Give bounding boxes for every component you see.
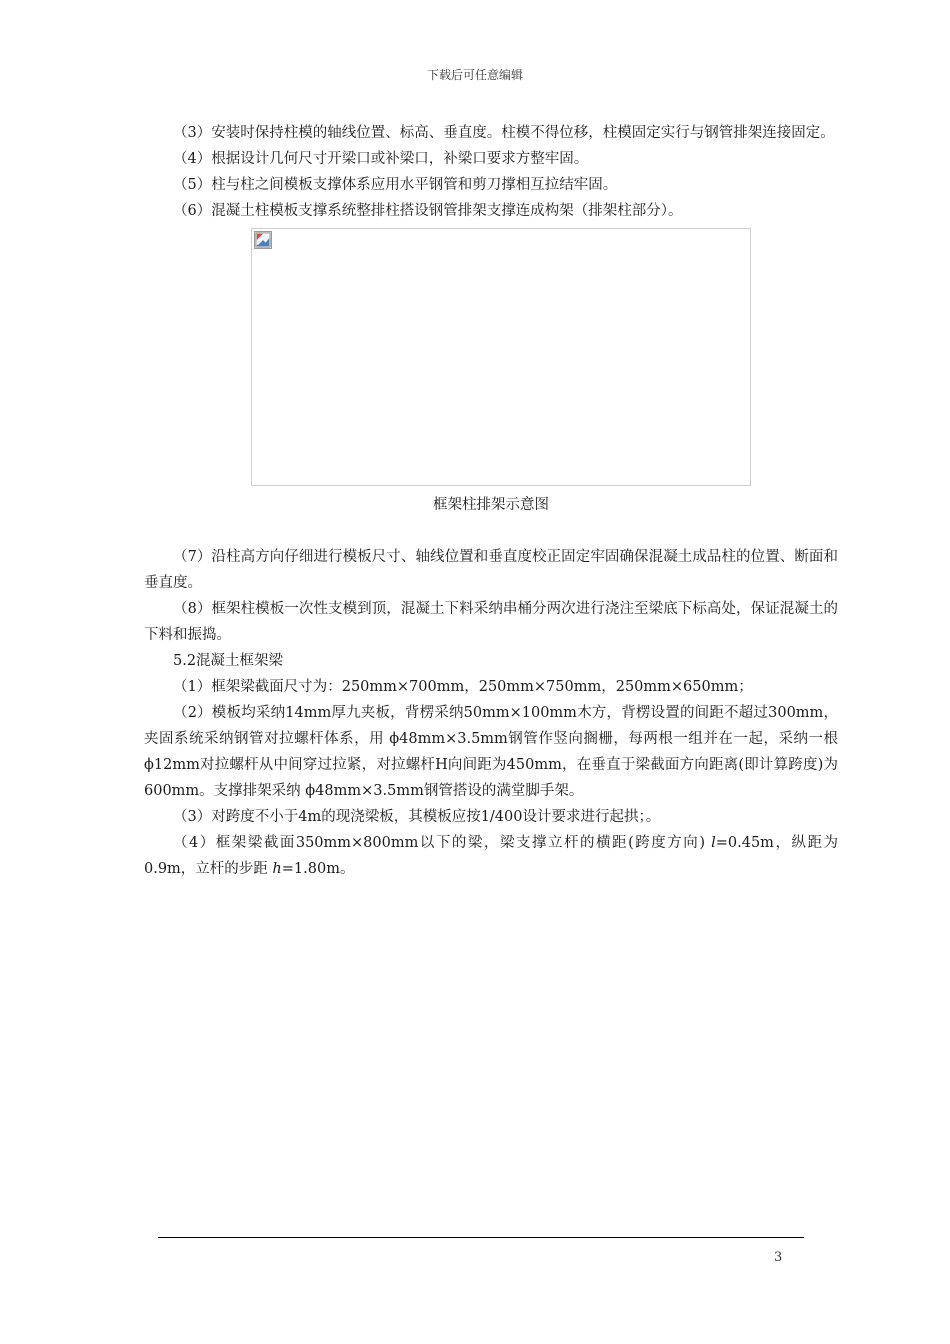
section-heading: 5.2混凝土框架梁 [173,653,284,669]
page-header: 下载后可任意编辑 [426,68,523,82]
footer-divider [158,1237,804,1238]
paragraph: （1）框架梁截面尺寸为：250mm×700mm，250mm×750mm，250mm×650mm； [173,679,753,695]
page-number: 3 [774,1250,783,1265]
paragraph: （6）混凝土柱模板支撑系统整排柱搭设钢管排架支撑连成构架（排架柱部分）。 [173,203,683,219]
paragraph [144,830,838,882]
text-segment: （4）框架梁截面350mm×800mm以下的梁，梁支撑立杆的横距(跨度方向) [173,835,712,851]
figure-caption: 框架柱排架示意图 [433,497,549,513]
variable-l: l [711,835,716,851]
paragraph: （5）柱与柱之间模板支撑体系应用水平钢管和剪刀撑相互拉结牢固。 [173,177,618,193]
figure-placeholder [251,228,751,486]
paragraph: （8）框架柱模板一次性支模到顶，混凝土下料采纳串桶分两次进行浇注至梁底下标高处，保证混凝土的下料和振捣。 [144,601,838,643]
paragraph: （3）对跨度不小于4m的现浇梁板，其模板应按1/400设计要求进行起拱；。 [173,809,661,825]
variable-h: h [272,861,282,877]
paragraph: （7）沿柱高方向仔细进行模板尺寸、轴线位置和垂直度校正固定牢固确保混凝土成品柱的位置、断面和垂直度。 [144,549,838,591]
text-segment: =0.45m，纵距为0.9m，立杆的步距 [144,835,838,877]
paragraph: （2）模板均采纳14mm厚九夹板，背楞采纳50mm×100mm木方，背楞设置的间距不超过300mm，夹固系统采纳钢管对拉螺杆体系，用 ϕ48mm×3.5mm钢管作竖向搁栅，每两根一组并在一起，采纳一根 ϕ12mm对拉螺杆从中间穿过拉紧，对拉螺杆H向间距为450mm，在垂直于梁截面方向距离(即计算跨度)为600mm。支撑排架采纳 ϕ48mm×3.5mm钢管搭设的满堂脚手架。 [144,705,838,799]
broken-image-icon [254,231,272,249]
paragraph: （4）根据设计几何尺寸开梁口或补梁口，补梁口要求方整牢固。 [173,151,589,167]
paragraph: （3）安装时保持柱模的轴线位置、标高、垂直度。柱模不得位移，柱模固定实行与钢管排架连接固定。 [173,125,835,141]
document-body [144,120,838,882]
text-segment: =1.80m。 [281,861,355,877]
